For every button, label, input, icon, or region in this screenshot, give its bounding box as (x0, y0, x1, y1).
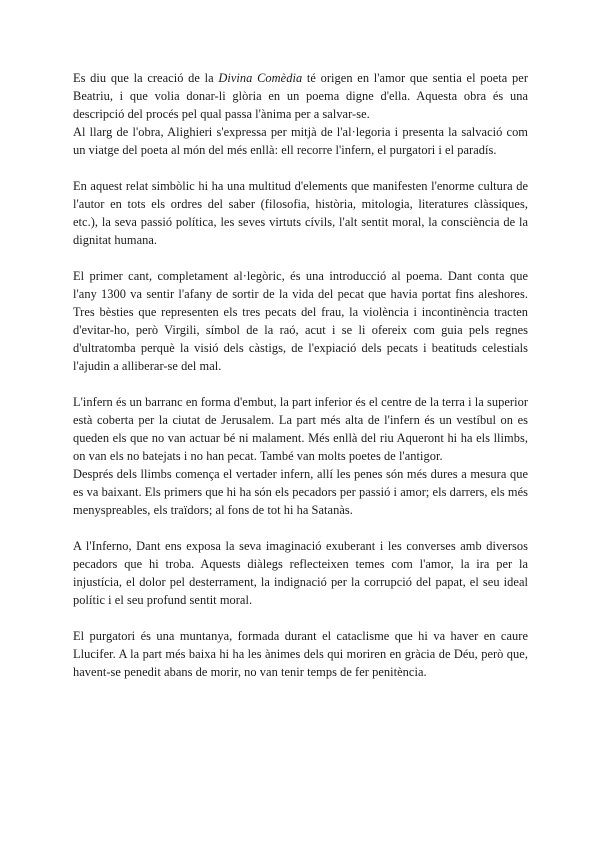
work-title: Divina Comèdia (218, 71, 303, 85)
paragraph-symbolic-story: En aquest relat simbòlic hi ha una multitud d'elements que manifesten l'enorme cultura de l'autor en tots els ordres del saber (filosofia, història, mitologia, literatures clàssiques, etc.), la seva passió política, les seves virtuts cívils, l'alt sentit moral, la consciència de la dignitat humana. (73, 179, 528, 247)
paragraph-allegory: Al llarg de l'obra, Alighieri s'expressa per mitjà de l'al·legoria i presenta la salvació com un viatge del poeta al món del més enllà: ell recorre l'infern, el purgatori i el paradís. (73, 125, 528, 157)
paragraph-inferno-structure: L'infern és un barranc en forma d'embut, la part inferior és el centre de la terra i la superior està coberta per la ciutat de Jerusalem. La part més alta de l'infern és un vestíbul on es queden els que no van actuar bé ni malament. Més enllà del riu Aqueront hi ha els llimbs, on van els no batejats i no han pecat. També van molts poetes de l'antigor. (73, 395, 528, 463)
paragraph-purgatory: El purgatori és una muntanya, formada durant el cataclisme que hi va haver en caure Llucifer. A la part més baixa hi ha les ànimes dels qui moriren en gràcia de Déu, però que, havent-se penedit abans de morir, no van tenir temps de fer penitència. (73, 629, 528, 679)
paragraph-divina-commedia-origin (73, 69, 528, 123)
paragraph-first-canto: El primer cant, completament al·legòric, és una introducció al poema. Dant conta que l'any 1300 va sentir l'afany de sortir de la vida del pecat que havia portat fins aleshores. Tres bèsties que representen els tres pecats del frau, la violència i incontinència tracten d'evitar-ho, però Virgili, símbol de la raó, acut i se li ofereix com guia pels regnes d'ultratomba perquè la visió dels càstigs, de l'expiació dels pecats i beatituds celestials l'ajudin a alliberar-se del mal. (73, 269, 528, 373)
paragraph-text: Es diu que la creació de la (73, 71, 219, 85)
paragraph-inferno-descent: Després dels llimbs comença el vertader infern, allí les penes són més dures a mesura que es va baixant. Els primers que hi ha són els pecadors per passió i amor; els darrers, els més menyspreables, els traïdors; al fons de tot hi ha Satanàs. (73, 467, 528, 517)
paragraph-text: té origen en l'amor que sentia el poeta per Beatriu, i que volia donar-li glòria en un poema digne d'ella. Aquesta obra és una descripció del procés pel qual passa l'ànima per a salvar-se. (73, 71, 528, 121)
paragraph-inferno-dialogues: A l'Inferno, Dant ens exposa la seva imaginació exuberant i les converses amb diversos pecadors que hi troba. Aquests diàlegs reflecteixen temes com l'amor, la ira per la injustícia, el dolor pel desterrament, la indignació per la corrupció del papat, el seu ideal polític i el seu profund sentit moral. (73, 539, 528, 607)
document-body (73, 69, 528, 681)
